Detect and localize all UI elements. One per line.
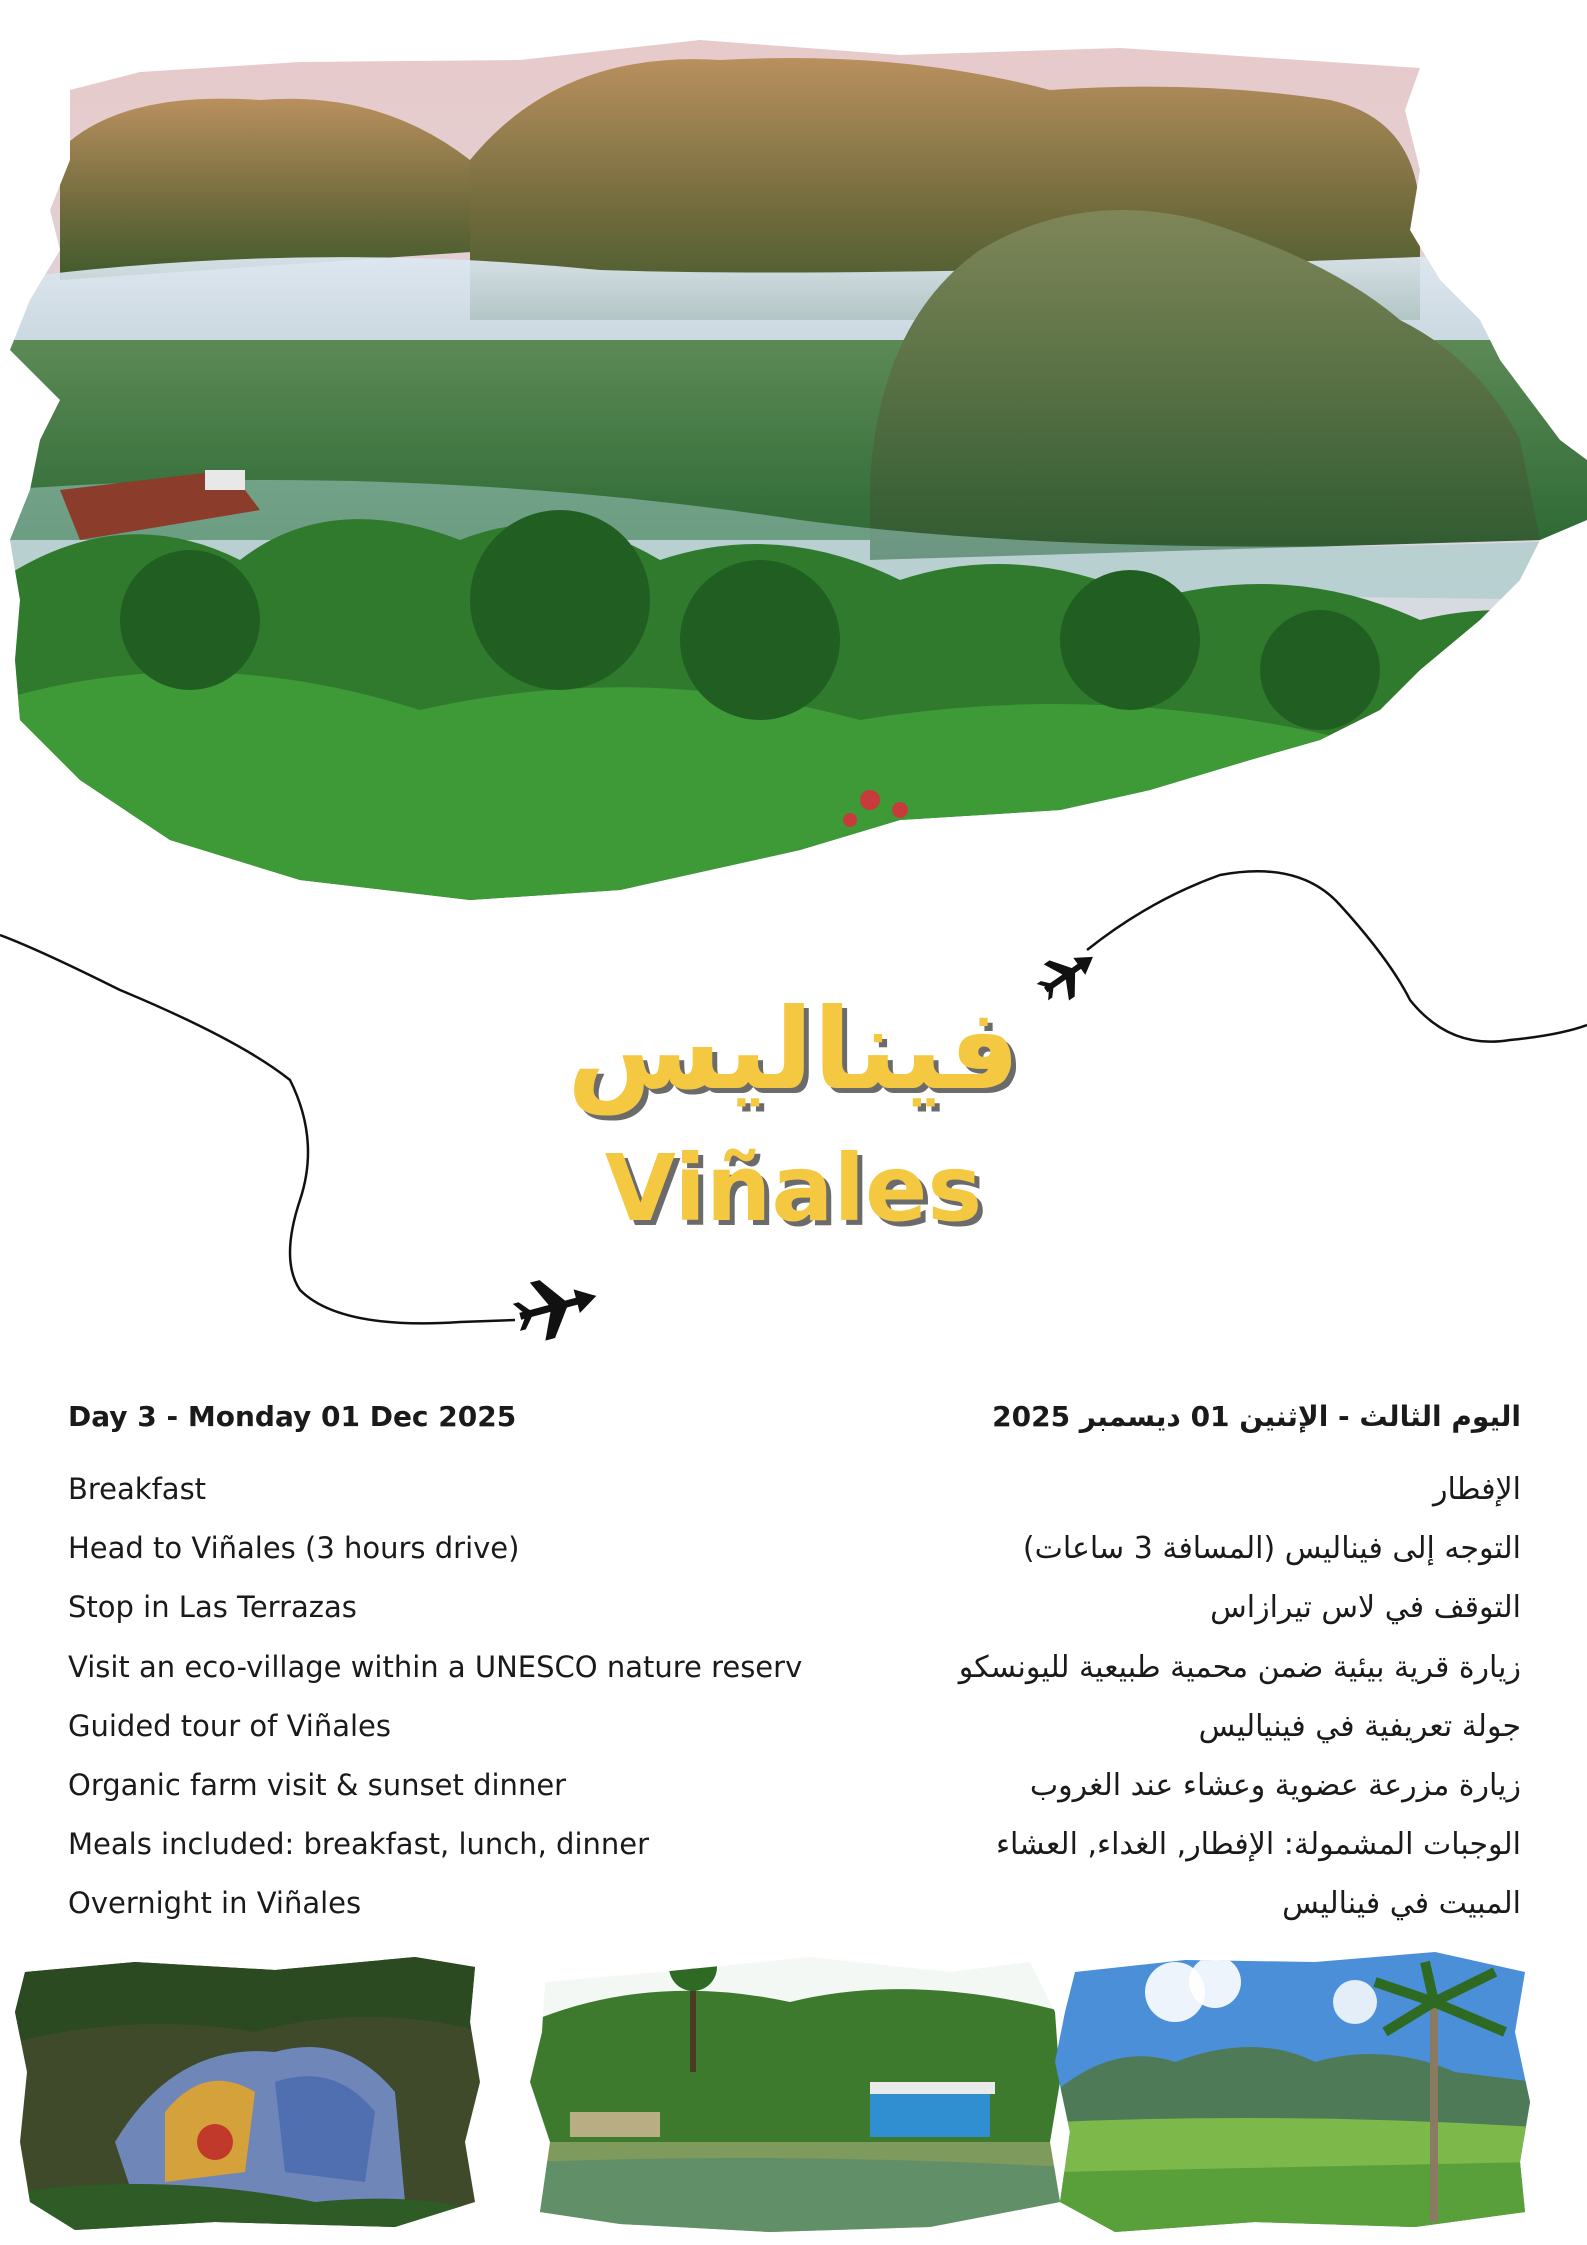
list-item: Guided tour of Viñales: [68, 1708, 392, 1743]
itinerary-arabic: [761, 1392, 1521, 1934]
list-item: زيارة قرية بيئية ضمن محمية طبيعية لليونسكو: [958, 1649, 1521, 1685]
valley-palm-photo: [1055, 1942, 1535, 2232]
list-item: الوجبات المشمولة: الإفطار, الغداء, العشاء: [995, 1827, 1521, 1863]
list-item: Organic farm visit & sunset dinner: [68, 1767, 567, 1802]
itinerary-english: [68, 1392, 828, 1934]
lake-resort-photo: [530, 1942, 1065, 2232]
itinerary-list-arabic: [761, 1460, 1521, 1934]
list-item: Breakfast: [68, 1472, 207, 1506]
title-english: Viñales: [604, 1135, 983, 1242]
list-item: Overnight in Viñales: [68, 1886, 362, 1921]
hero-landscape-image: [0, 20, 1587, 920]
day-heading-arabic: اليوم الثالث - الإثنين 01 ديسمبر 2025: [992, 1400, 1521, 1433]
list-item: زيارة مزرعة عضوية وعشاء عند الغروب: [1029, 1767, 1521, 1803]
title-arabic: فيناليس: [567, 985, 1020, 1115]
list-item: Meals included: breakfast, lunch, dinner: [68, 1827, 650, 1862]
list-item: التوقف في لاس تيرازاس: [1210, 1590, 1521, 1626]
list-item: Visit an eco-village within a UNESCO nature reserv: [68, 1649, 803, 1684]
list-item: الإفطار: [1432, 1472, 1521, 1507]
day-heading-english: Day 3 - Monday 01 Dec 2025: [68, 1400, 517, 1433]
list-item: Head to Viñales (3 hours drive): [68, 1531, 520, 1566]
list-item: جولة تعريفية في فينياليس: [1198, 1708, 1521, 1744]
list-item: المبيت في فيناليس: [1282, 1886, 1521, 1922]
list-item: التوجه إلى فيناليس (المسافة 3 ساعات): [1022, 1531, 1521, 1567]
mural-photo: [15, 1942, 485, 2232]
list-item: Stop in Las Terrazas: [68, 1590, 357, 1625]
itinerary-list-english: [68, 1460, 828, 1934]
airplane-icon: [509, 1269, 598, 1347]
